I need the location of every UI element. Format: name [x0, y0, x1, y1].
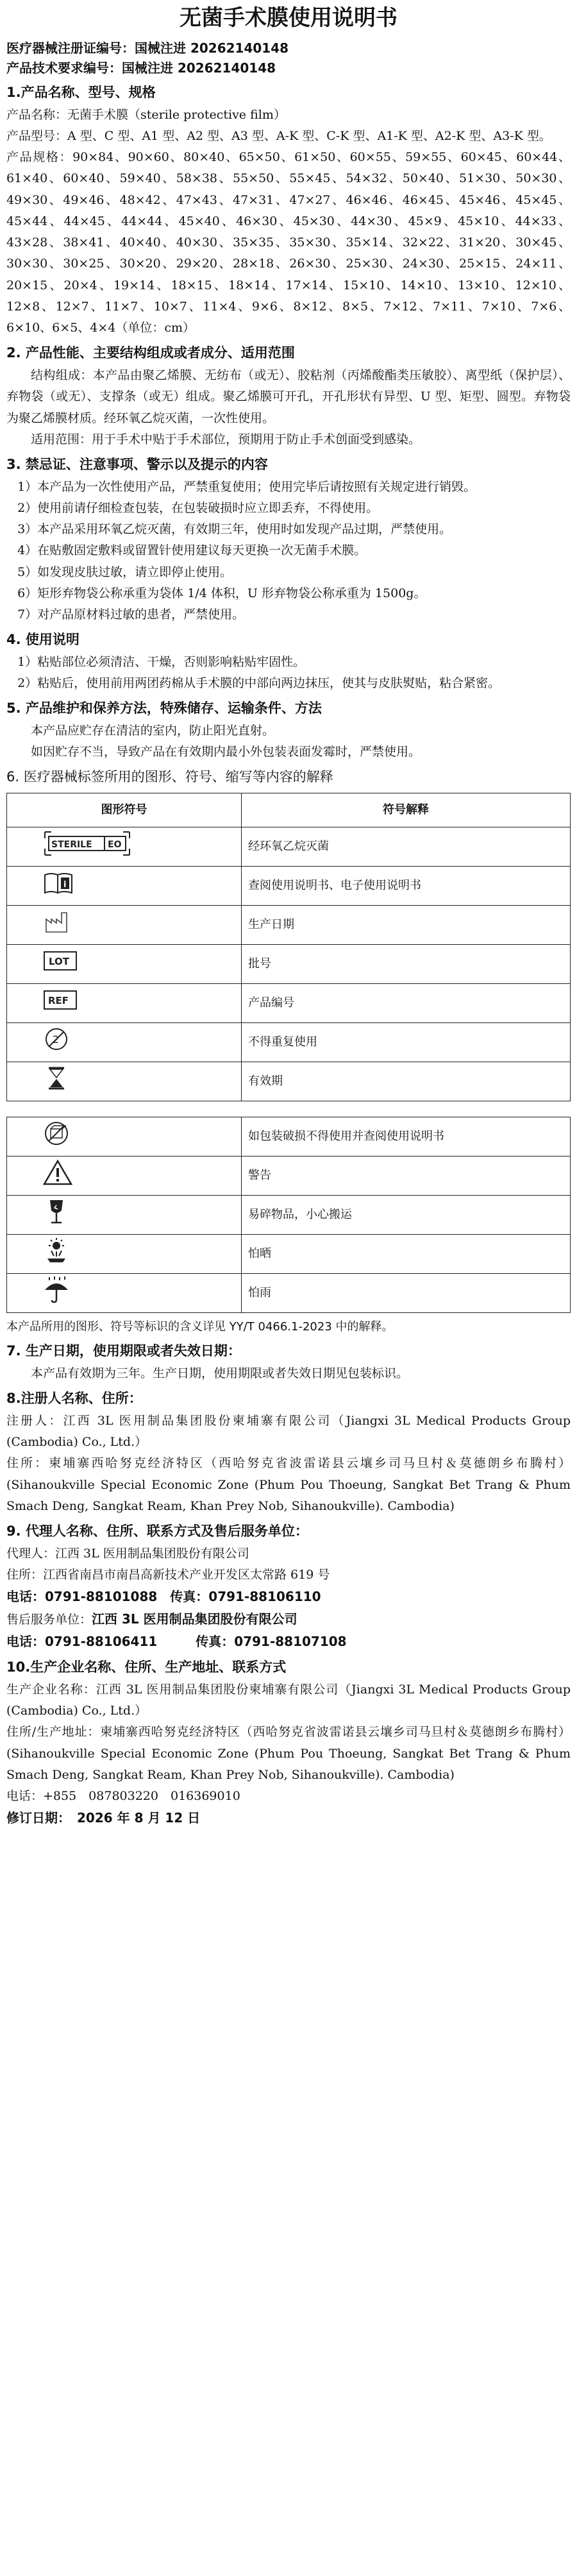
symbol-meaning: 易碎物品，小心搬运 — [242, 1195, 571, 1234]
cert-label: 医疗器械注册证编号： — [6, 40, 135, 56]
manufacturer-address: 住所/生产地址：柬埔寨西哈努克经济特区（西哈努克省波雷诺县云壤乡司马旦村＆莫德朗乡布腾村）(Sihanoukville Special Economic Zone (Phum Pou Thoeung, Sangkat Bet Trang & Phum Smach Deng, Sangkat Ream, Khan Prey Nob, Sihanoukville). Cambodia) — [6, 1725, 571, 1782]
svg-text:2: 2 — [53, 1033, 60, 1046]
table-row — [7, 1234, 571, 1273]
section-7-heading: 7. 生产日期，使用期限或者失效日期： — [6, 1343, 241, 1359]
precaution-item: 1）本产品为一次性使用产品，严禁重复使用；使用完毕后请按照有关规定进行销毁。 — [17, 479, 476, 494]
table-row — [7, 1273, 571, 1312]
precaution-item: 6）矩形弃物袋公称承重为袋体 1/4 体积，U 形弃物袋公称承重为 1500g。 — [17, 586, 426, 600]
registration-cert-line — [6, 38, 571, 58]
manufacturer-name: 生产企业名称：江西 3L 医用制品集团股份柬埔寨有限公司（Jiangxi 3L Medical Products Group (Cambodia) Co., Ltd.） — [6, 1682, 571, 1718]
symbol-meaning: 产品编号 — [242, 983, 571, 1022]
section-6-heading: 6. 医疗器械标签所用的图形、符号、缩写等内容的解释 — [6, 769, 333, 785]
symbol-meaning: 批号 — [242, 944, 571, 983]
manufacture-date-icon — [42, 908, 71, 943]
table-row — [7, 1195, 571, 1234]
precautions-list — [6, 477, 571, 626]
table-row — [7, 827, 571, 866]
table-row — [7, 1062, 571, 1101]
instruction-document — [0, 4, 577, 1842]
table-row — [7, 1156, 571, 1195]
col-meaning-header: 符号解释 — [242, 793, 571, 827]
scope-of-use: 适用范围：用于手术中贴于手术部位，预期用于防止手术创面受到感染。 — [31, 432, 421, 446]
precaution-item: 3）本产品采用环氧乙烷灭菌，有效期三年，使用时如发现产品过期，严禁使用。 — [17, 522, 452, 537]
product-name: 产品名称：无菌手术膜（sterile protective film） — [6, 107, 286, 122]
tech-value: 国械注进 20262140148 — [122, 60, 276, 76]
section-2-heading: 2. 产品性能、主要结构组成或者成分、适用范围 — [6, 345, 295, 361]
precaution-item: 7）对产品原材料过敏的患者，严禁使用。 — [17, 607, 245, 622]
symbol-meaning: 怕晒 — [242, 1234, 571, 1273]
section-9-heading: 9. 代理人名称、住所、联系方式及售后服务单位： — [6, 1523, 308, 1539]
after-sales-label: 售后服务单位： — [6, 1613, 92, 1627]
precaution-item: 2）使用前请仔细检查包装，在包装破损时应立即丢弃，不得使用。 — [17, 500, 379, 515]
symbol-meaning: 警告 — [242, 1156, 571, 1195]
registrant-name: 注册人：江西 3L 医用制品集团股份柬埔寨有限公司（Jiangxi 3L Medical Products Group (Cambodia) Co., Ltd.） — [6, 1413, 571, 1450]
symbol-meaning: 怕雨 — [242, 1273, 571, 1312]
storage-warning: 如因贮存不当，导致产品在有效期内最小外包装表面发霉时，严禁使用。 — [31, 745, 421, 759]
after-sales-value: 江西 3L 医用制品集团股份有限公司 — [92, 1611, 297, 1627]
usage-list — [6, 652, 571, 695]
storage-text: 本产品应贮存在清洁的室内，防止阳光直射。 — [31, 723, 275, 738]
table-row — [7, 983, 571, 1022]
tech-label: 产品技术要求编号： — [6, 60, 122, 76]
table-row — [7, 1117, 571, 1156]
agent-phone-fax: 电话：0791-88101088 传真：0791-88106110 — [6, 1589, 321, 1605]
section-3-heading: 3. 禁忌证、注意事项、警示以及提示的内容 — [6, 457, 268, 473]
damaged-package-icon — [42, 1119, 71, 1155]
tech-requirement-line — [6, 58, 571, 78]
symbol-meaning: 生产日期 — [242, 905, 571, 944]
svg-text:STERILE: STERILE — [51, 839, 92, 850]
fragile-glass-icon — [42, 1198, 71, 1233]
page-title: 无菌手术膜使用说明书 — [180, 5, 397, 31]
lot-icon — [42, 949, 78, 979]
product-model: 产品型号：A 型、C 型、A1 型、A2 型、A3 型、A-K 型、C-K 型、A1-K 型、A2-K 型、A3-K 型。 — [6, 128, 551, 143]
keep-away-sunlight-icon — [42, 1237, 71, 1272]
structure-composition: 结构组成：本产品由聚乙烯膜、无纺布（或无）、胶粘剂（丙烯酸酯类压敏胶）、离型纸（保护层）、弃物袋（或无）、支撑条（或无）组成。聚乙烯膜可开孔，开孔形状有异型、U 型、矩型、圆型。弃物袋为聚乙烯膜材质。经环氧乙烷灭菌，一次性使用。 — [6, 368, 571, 425]
usage-item: 2）粘贴后，使用前用两团药棉从手术膜的中部向两边抹压，使其与皮肤熨贴，粘合紧密。 — [17, 676, 501, 691]
after-sales-line — [6, 1608, 571, 1631]
section-10-heading: 10.生产企业名称、住所、生产地址、联系方式 — [6, 1659, 287, 1675]
after-sales-phone-fax: 电话：0791-88106411 传真：0791-88107108 — [6, 1634, 347, 1650]
revision-date: 修订日期： 2026 年 8 月 12 日 — [6, 1810, 201, 1826]
section-1-heading: 1.产品名称、型号、规格 — [6, 85, 156, 101]
consult-instructions-icon — [42, 869, 74, 904]
section-5-heading: 5. 产品维护和保养方法，特殊储存、运输条件、方法 — [6, 700, 322, 716]
cert-value: 国械注进 20262140148 — [135, 40, 289, 56]
agent-name: 代理人：江西 3L 医用制品集团股份有限公司 — [6, 1546, 249, 1561]
symbol-meaning: 如包装破损不得使用并查阅使用说明书 — [242, 1117, 571, 1156]
table-gap-row — [7, 1101, 571, 1117]
shelf-life-text: 本产品有效期为三年。生产日期，使用期限或者失效日期见包装标识。 — [31, 1366, 409, 1381]
symbol-meaning: 查阅使用说明书、电子使用说明书 — [242, 866, 571, 905]
agent-address: 住所：江西省南昌市南昌高新技术产业开发区太常路 619 号 — [6, 1567, 330, 1582]
table-row — [7, 905, 571, 944]
symbols-standard-note: 本产品所用的图形、符号等标识的含义详见 YY/T 0466.1-2023 中的解释。 — [6, 1319, 394, 1334]
warning-triangle-icon — [42, 1158, 73, 1194]
svg-text:LOT: LOT — [49, 955, 70, 967]
do-not-reuse-icon — [42, 1025, 71, 1060]
registrant-address: 住所：柬埔寨西哈努克经济特区（西哈努克省波雷诺县云壤乡司马旦村＆莫德朗乡布腾村）(Sihanoukville Special Economic Zone (Phum Pou Thoeung, Sangkat Bet Trang & Phum Smach Deng, Sangkat Ream, Khan Prey Nob, Sihanoukville). Cambodia) — [6, 1456, 571, 1513]
table-row — [7, 866, 571, 905]
product-spec: 产品规格：90×84、90×60、80×40、65×50、61×50、60×55、59×55、60×45、60×44、61×40、60×40、59×40、58×38、55×50、55×45、54×32、50×40、51×30、50×30、49×30、49×46、48×42、47×43、47×31、47×27、46×46、46×45、45×46、45×45、45×44、44×45、44×44、45×40、46×30、45×30、44×30、45×9、45×10、44×33、43×28、38×41、40×40、40×30、35×35、35×30、35×14、32×22、31×20、30×45、30×30、30×25、30×20、29×20、28×18、26×30、25×30、24×30、25×15、24×11、20×15、20×4、19×14、18×15、18×14、17×14、15×10、14×10、13×10、12×10、12×8、12×7、11×7、10×7、11×4、9×6、8×12、8×5、7×12、7×11、7×10、7×6、6×10、6×5、4×4（单位：cm） — [6, 150, 571, 335]
svg-text:REF: REF — [48, 994, 69, 1006]
usage-item: 1）粘贴部位必须清洁、干燥，否则影响粘贴牢固性。 — [17, 654, 306, 669]
precaution-item: 4）在贴敷固定敷料或留置针使用建议每天更换一次无菌手术膜。 — [17, 543, 367, 558]
precaution-item: 5）如发现皮肤过敏，请立即停止使用。 — [17, 564, 233, 579]
col-symbol-header: 图形符号 — [7, 793, 242, 827]
symbol-meaning: 不得重复使用 — [242, 1022, 571, 1062]
keep-dry-umbrella-icon — [42, 1276, 71, 1311]
expiry-hourglass-icon — [42, 1064, 71, 1099]
symbol-meaning: 有效期 — [242, 1062, 571, 1101]
section-4-heading: 4. 使用说明 — [6, 632, 79, 648]
section-8-heading: 8.注册人名称、住所： — [6, 1391, 142, 1407]
table-row — [7, 1022, 571, 1062]
sterile-eo-icon — [42, 829, 132, 865]
symbols-table-header — [7, 793, 571, 827]
symbols-table — [6, 793, 571, 1313]
svg-text:EO: EO — [108, 839, 122, 850]
ref-icon — [42, 988, 78, 1019]
symbol-meaning: 经环氧乙烷灭菌 — [242, 827, 571, 866]
manufacturer-phone: 电话：+855 087803220 016369010 — [6, 1789, 240, 1804]
svg-text:i: i — [63, 879, 67, 890]
table-row — [7, 944, 571, 983]
